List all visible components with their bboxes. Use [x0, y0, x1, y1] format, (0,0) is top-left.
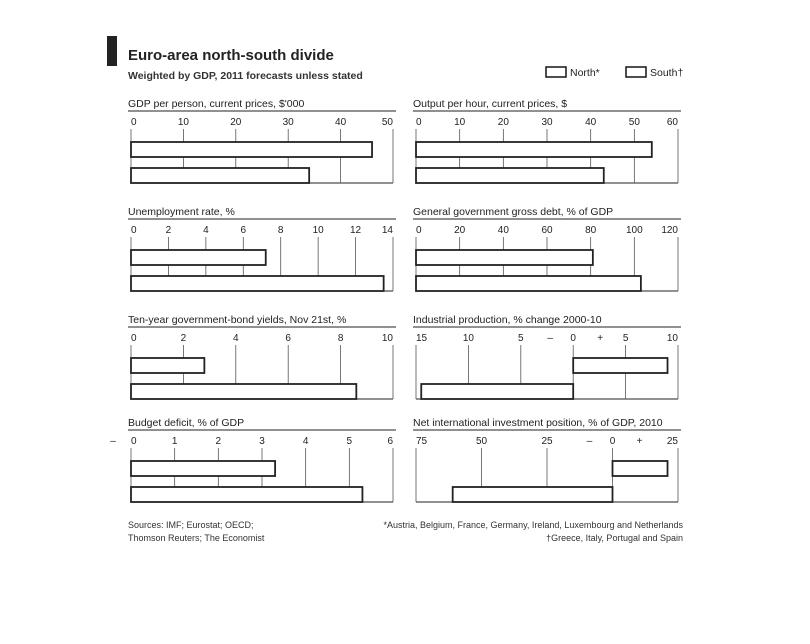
bar-north	[131, 250, 266, 265]
tick-label: 6	[285, 333, 291, 344]
bar-north	[131, 358, 204, 373]
tick-label: 0	[131, 225, 137, 236]
panel-title: General government gross debt, % of GDP	[413, 206, 614, 218]
tick-label: 5	[518, 333, 524, 344]
tick-label: 10	[462, 333, 474, 344]
tick-label: 40	[335, 117, 347, 128]
footnote-north: *Austria, Belgium, France, Germany, Ireland, Luxembourg and Netherlands	[383, 520, 683, 530]
tick-label: 120	[661, 225, 678, 236]
tick-label: 4	[233, 333, 239, 344]
panel-3	[128, 206, 396, 291]
panel-5	[128, 314, 396, 399]
bar-north	[573, 358, 667, 373]
tick-label: 4	[302, 436, 309, 447]
tick-label: 30	[282, 117, 294, 128]
tick-label: 0	[609, 436, 616, 447]
sign-plus: +	[597, 333, 604, 344]
tick-label: 5	[622, 333, 629, 344]
bar-south	[131, 168, 309, 183]
bar-north	[131, 142, 372, 157]
tick-label: 75	[416, 436, 428, 447]
tick-label: 0	[131, 436, 137, 447]
tick-label: 10	[454, 117, 466, 128]
panel-6	[413, 314, 681, 399]
tick-label: 15	[416, 333, 428, 344]
bar-north	[416, 142, 652, 157]
sign-plus: +	[636, 436, 643, 447]
panel-title: Unemployment rate, %	[128, 206, 235, 218]
tick-label: 5	[346, 436, 353, 447]
bar-south	[416, 276, 641, 291]
bar-south	[131, 384, 356, 399]
sources-line-2: Thomson Reuters; The Economist	[128, 533, 265, 543]
sources-line-1: Sources: IMF; Eurostat; OECD;	[128, 520, 254, 530]
tick-label: 60	[666, 117, 678, 128]
tick-label: 80	[585, 225, 597, 236]
tick-label: 0	[131, 333, 137, 344]
tick-label: 3	[259, 436, 265, 447]
tick-label: 8	[337, 333, 344, 344]
legend	[546, 67, 683, 79]
tick-label: 40	[585, 117, 597, 128]
header-bar	[107, 36, 117, 66]
bar-south	[416, 168, 604, 183]
panel-title: Budget deficit, % of GDP	[128, 417, 245, 429]
bar-south	[131, 276, 384, 291]
legend-label-south: South†	[650, 67, 684, 79]
tick-label: 20	[497, 117, 509, 128]
tick-label: 1	[171, 436, 178, 447]
tick-label: 10	[666, 333, 678, 344]
sign-minus: –	[110, 436, 116, 447]
tick-label: 25	[666, 436, 678, 447]
tick-label: 0	[570, 333, 576, 344]
tick-label: 50	[628, 117, 640, 128]
tick-label: 60	[541, 225, 553, 236]
tick-label: 2	[180, 333, 187, 344]
chart-subtitle: Weighted by GDP, 2011 forecasts unless stated	[128, 70, 363, 82]
sign-minus: –	[547, 333, 553, 344]
legend-swatch-south	[626, 67, 646, 77]
tick-label: 2	[165, 225, 172, 236]
tick-label: 6	[387, 436, 393, 447]
tick-label: 50	[381, 117, 393, 128]
bar-south	[131, 487, 362, 502]
chart-panels	[110, 98, 681, 502]
sign-minus: –	[586, 436, 593, 447]
tick-label: 6	[240, 225, 247, 236]
tick-label: 20	[454, 225, 466, 236]
tick-label: 12	[350, 225, 362, 236]
tick-label: 14	[381, 225, 393, 236]
bar-south	[421, 384, 573, 399]
tick-label: 10	[381, 333, 393, 344]
panel-title: Industrial production, % change 2000-10	[413, 314, 602, 326]
bar-north	[613, 461, 668, 476]
legend-swatch-north	[546, 67, 566, 77]
chart-title: Euro-area north-south divide	[128, 47, 334, 64]
tick-label: 20	[230, 117, 242, 128]
panel-8	[413, 417, 681, 502]
tick-label: 10	[177, 117, 189, 128]
tick-label: 100	[625, 225, 643, 236]
tick-label: 8	[277, 225, 284, 236]
tick-label: 40	[497, 225, 509, 236]
panel-title: Net international investment position, % of GDP, 2010	[413, 417, 663, 429]
legend-label-north: North*	[570, 67, 600, 79]
tick-label: 30	[541, 117, 553, 128]
bar-north	[131, 461, 275, 476]
tick-label: 0	[131, 117, 137, 128]
bar-south	[453, 487, 613, 502]
panel-1	[128, 98, 396, 183]
tick-label: 2	[215, 436, 222, 447]
tick-label: 50	[475, 436, 488, 447]
panel-title: GDP per person, current prices, $'000	[128, 98, 305, 110]
tick-label: 10	[312, 225, 324, 236]
tick-label: 0	[416, 225, 422, 236]
panel-4	[413, 206, 681, 291]
panel-title: Ten-year government-bond yields, Nov 21st, %	[128, 314, 347, 326]
panel-title: Output per hour, current prices, $	[413, 98, 568, 110]
footnote-south: †Greece, Italy, Portugal and Spain	[546, 533, 683, 543]
panel-7	[110, 417, 396, 502]
tick-label: 4	[203, 225, 209, 236]
panel-2	[413, 98, 681, 183]
tick-label: 25	[541, 436, 553, 447]
tick-label: 0	[416, 117, 422, 128]
bar-north	[416, 250, 593, 265]
